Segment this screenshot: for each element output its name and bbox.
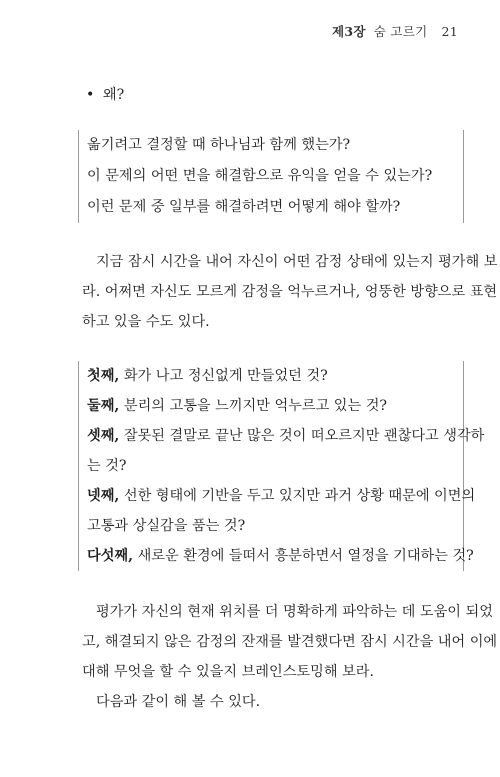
checklist-item <box>87 481 476 541</box>
ordinal-label: 다섯째, <box>87 548 134 564</box>
checklist-item <box>87 541 474 571</box>
paragraph-line: 평가가 자신의 현재 위치를 더 명확하게 파악하는 데 도움이 되었 <box>96 604 493 620</box>
paragraph-line: 대해 무엇을 할 수 있을지 브레인스토밍해 보라. <box>82 664 374 680</box>
page-body <box>82 80 498 741</box>
question-line: 이 문제의 어떤 면을 해결함으로 유익을 얻을 수 있는가? <box>87 168 433 184</box>
bullet-item <box>86 80 462 110</box>
checklist-block <box>78 361 485 571</box>
chapter-title: 숨 고르기 <box>373 24 428 39</box>
paragraph-line: 고, 해결되지 않은 감정의 잔재를 발견했다면 잠시 시간을 내어 이에 <box>82 634 498 650</box>
paragraph-evaluation <box>82 247 498 337</box>
ordinal-label: 첫째, <box>87 368 120 384</box>
page-number: 21 <box>441 24 458 39</box>
chapter-label: 제3장 <box>331 24 366 39</box>
bullet-dot: • <box>86 87 95 103</box>
question-line: 이런 문제 중 일부를 해결하려면 어떻게 해야 할까? <box>87 199 401 215</box>
running-header <box>332 22 458 40</box>
bullet-text: 왜? <box>102 87 125 103</box>
paragraph-line: 라. 어쩌면 자신도 모르게 감정을 억누르거나, 엉뚱한 방향으로 표현 <box>82 284 498 300</box>
checklist-text: 분리의 고통을 느끼지만 억누르고 있는 것? <box>123 398 388 414</box>
paragraph-line: 하고 있을 수도 있다. <box>82 314 210 330</box>
checklist-text-cont: 는 것? <box>87 458 127 474</box>
checklist-text: 새로운 환경에 들떠서 흥분하면서 열정을 기대하는 것? <box>137 548 474 564</box>
checklist-text-cont: 고통과 상실감을 품는 것? <box>87 518 246 534</box>
checklist-text: 선한 형태에 기반을 두고 있지만 과거 상황 때문에 이면의 <box>123 488 476 504</box>
paragraph-line: 다음과 같이 해 볼 수 있다. <box>96 694 261 710</box>
checklist-text: 잘못된 결말로 끝난 많은 것이 떠오르지만 괜찮다고 생각하 <box>123 428 485 444</box>
question-line: 옮기려고 결정할 때 하나님과 함께 했는가? <box>87 137 351 153</box>
checklist-item <box>87 421 485 481</box>
paragraph-brainstorm <box>82 597 498 717</box>
ordinal-label: 둘째, <box>87 398 120 414</box>
checklist-text: 화가 나고 정신없게 만들었던 것? <box>123 368 328 384</box>
checklist-item <box>87 361 463 391</box>
ordinal-label: 셋째, <box>87 428 120 444</box>
question-block <box>78 130 464 223</box>
ordinal-label: 넷째, <box>87 488 120 504</box>
paragraph-line: 지금 잠시 시간을 내어 자신이 어떤 감정 상태에 있는지 평가해 보 <box>96 254 498 270</box>
checklist-item <box>87 391 463 421</box>
